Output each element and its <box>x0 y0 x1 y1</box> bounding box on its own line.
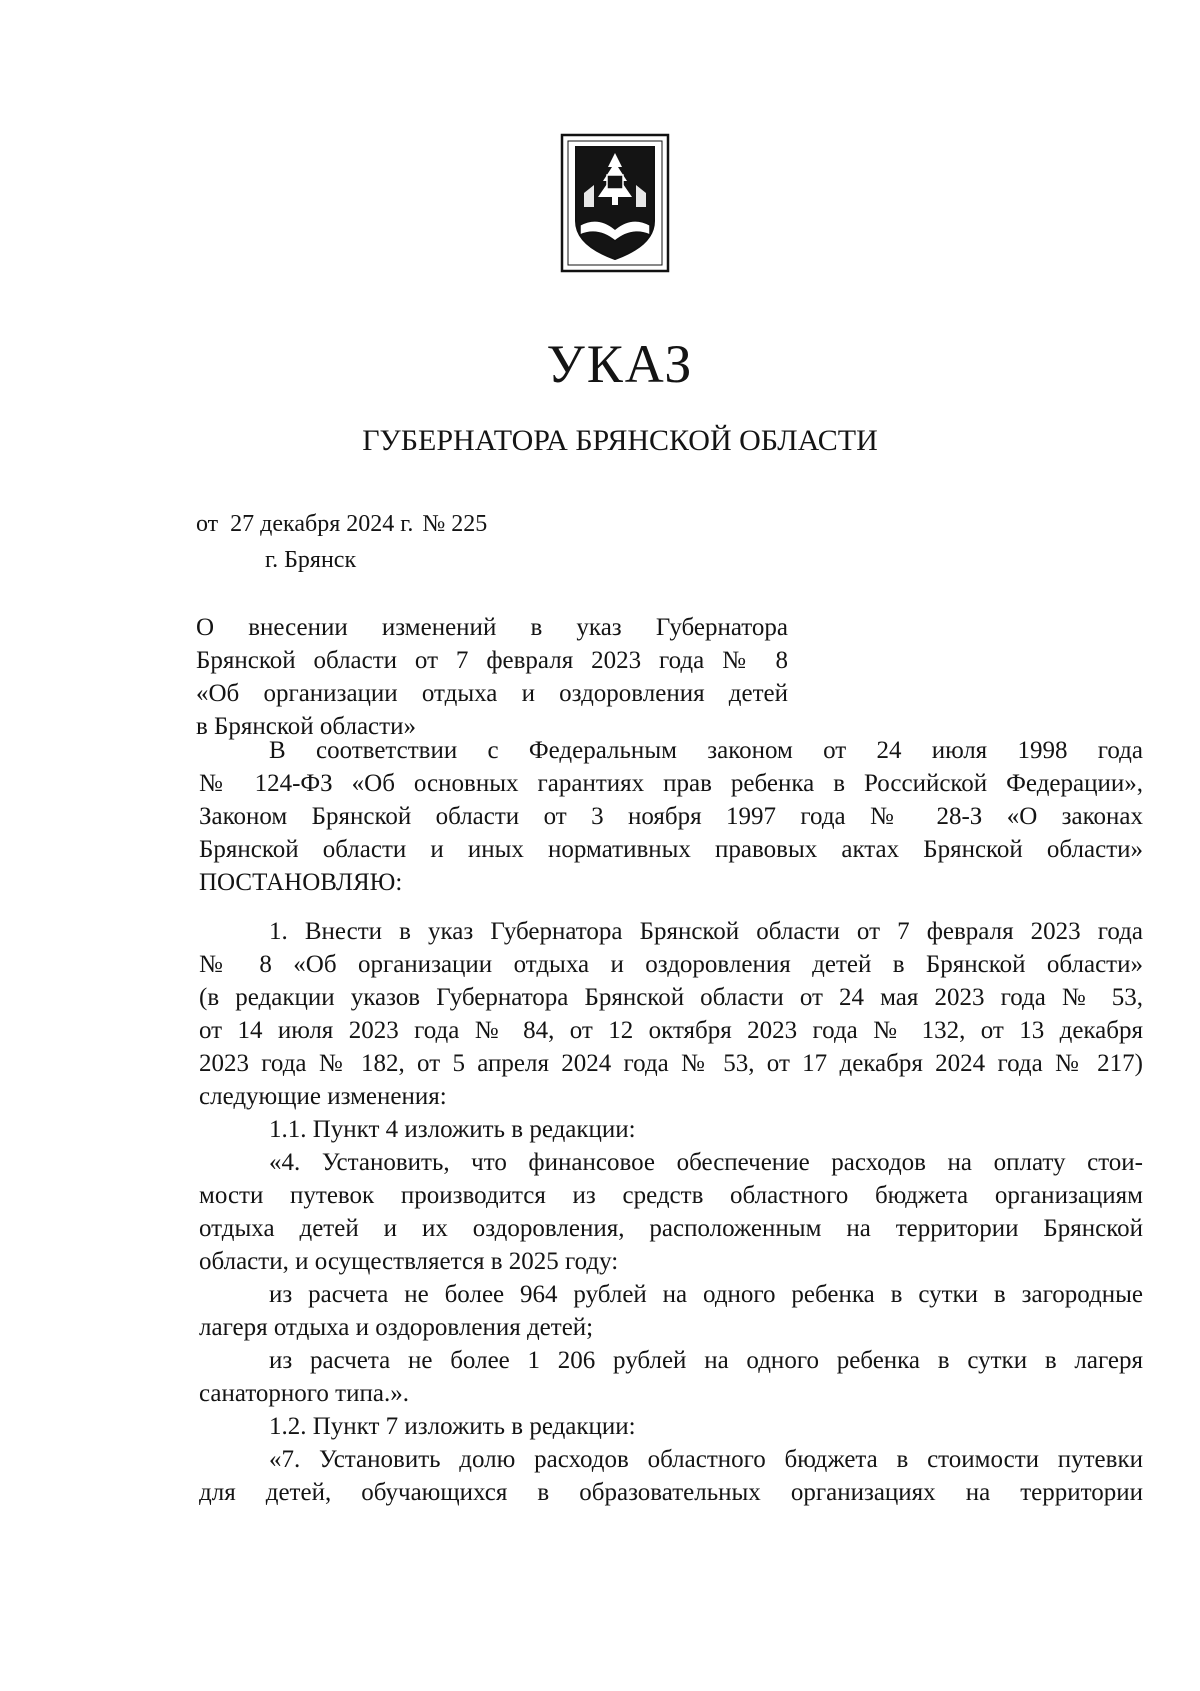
clause-line: для детей, обучающихся в образовательных организациях на территории <box>199 1479 1143 1506</box>
clause-line: лагеря отдыха и оздоровления детей; <box>199 1314 594 1341</box>
clause-line: «7. Установить долю расходов областного бюджета в стоимости путевки <box>269 1446 1143 1473</box>
decree-number: № 225 <box>422 511 488 537</box>
clause-line: из расчета не более 1 206 рублей на одного ребенка в сутки в лагеря <box>269 1347 1143 1374</box>
clause-line: 1.1. Пункт 4 изложить в редакции: <box>269 1116 636 1143</box>
clause-line: (в редакции указов Губернатора Брянской области от 24 мая 2023 года № 53, <box>199 984 1143 1011</box>
clause-line: из расчета не более 964 рублей на одного ребенка в сутки в загородные <box>269 1281 1143 1308</box>
document-title: УКАЗ <box>546 334 694 394</box>
subject-line: «Об организации отдыха и оздоровления детей <box>196 680 788 707</box>
subject-line: в Брянской области» <box>196 713 416 740</box>
decree-city: г. Брянск <box>265 547 357 573</box>
clause-line: мости путевок производится из средств областного бюджета организациям <box>199 1182 1143 1209</box>
clause-line: области, и осуществляется в 2025 году: <box>199 1248 619 1275</box>
clause-line: следующие изменения: <box>199 1083 447 1110</box>
preamble-line: Брянской области и иных нормативных правовых актах Брянской области» <box>199 836 1143 863</box>
clause-line: 1. Внести в указ Губернатора Брянской области от 7 февраля 2023 года <box>269 918 1143 945</box>
preamble-line: ПОСТАНОВЛЯЮ: <box>199 869 403 896</box>
preamble-line: № 124-ФЗ «Об основных гарантиях прав ребенка в Российской Федерации», <box>199 770 1143 797</box>
subject-line: Брянской области от 7 февраля 2023 года № 8 <box>196 647 788 674</box>
clause-line: «4. Установить, что финансовое обеспечение расходов на оплату стои- <box>269 1149 1143 1176</box>
preamble-line: В соответствии с Федеральным законом от 24 июля 1998 года <box>269 737 1143 764</box>
clause-line: от 14 июля 2023 года № 84, от 12 октября 2023 года № 132, от 13 декабря <box>199 1017 1143 1044</box>
clause-line: 1.2. Пункт 7 изложить в редакции: <box>269 1413 636 1440</box>
decree-dateline <box>196 512 487 536</box>
clause-line: № 8 «Об организации отдыха и оздоровления детей в Брянской области» <box>199 951 1143 978</box>
preamble-line: Законом Брянской области от 3 ноября 1997 года № 28-З «О законах <box>199 803 1143 830</box>
clause-line: 2023 года № 182, от 5 апреля 2024 года № 53, от 17 декабря 2024 года № 217) <box>199 1050 1143 1077</box>
clause-line: санаторного типа.». <box>199 1380 409 1407</box>
decree-date: от 27 декабря 2024 г. <box>196 511 414 537</box>
coat-of-arms-icon <box>560 133 670 273</box>
subject-line: О внесении изменений в указ Губернатора <box>196 614 788 641</box>
clause-1 <box>199 915 1143 1509</box>
clause-line: отдыха детей и их оздоровления, расположенным на территории Брянской <box>199 1215 1143 1242</box>
document-subtitle: ГУБЕРНАТОРА БРЯНСКОЙ ОБЛАСТИ <box>362 424 878 457</box>
decree-subject <box>196 611 788 743</box>
preamble <box>199 734 1143 899</box>
